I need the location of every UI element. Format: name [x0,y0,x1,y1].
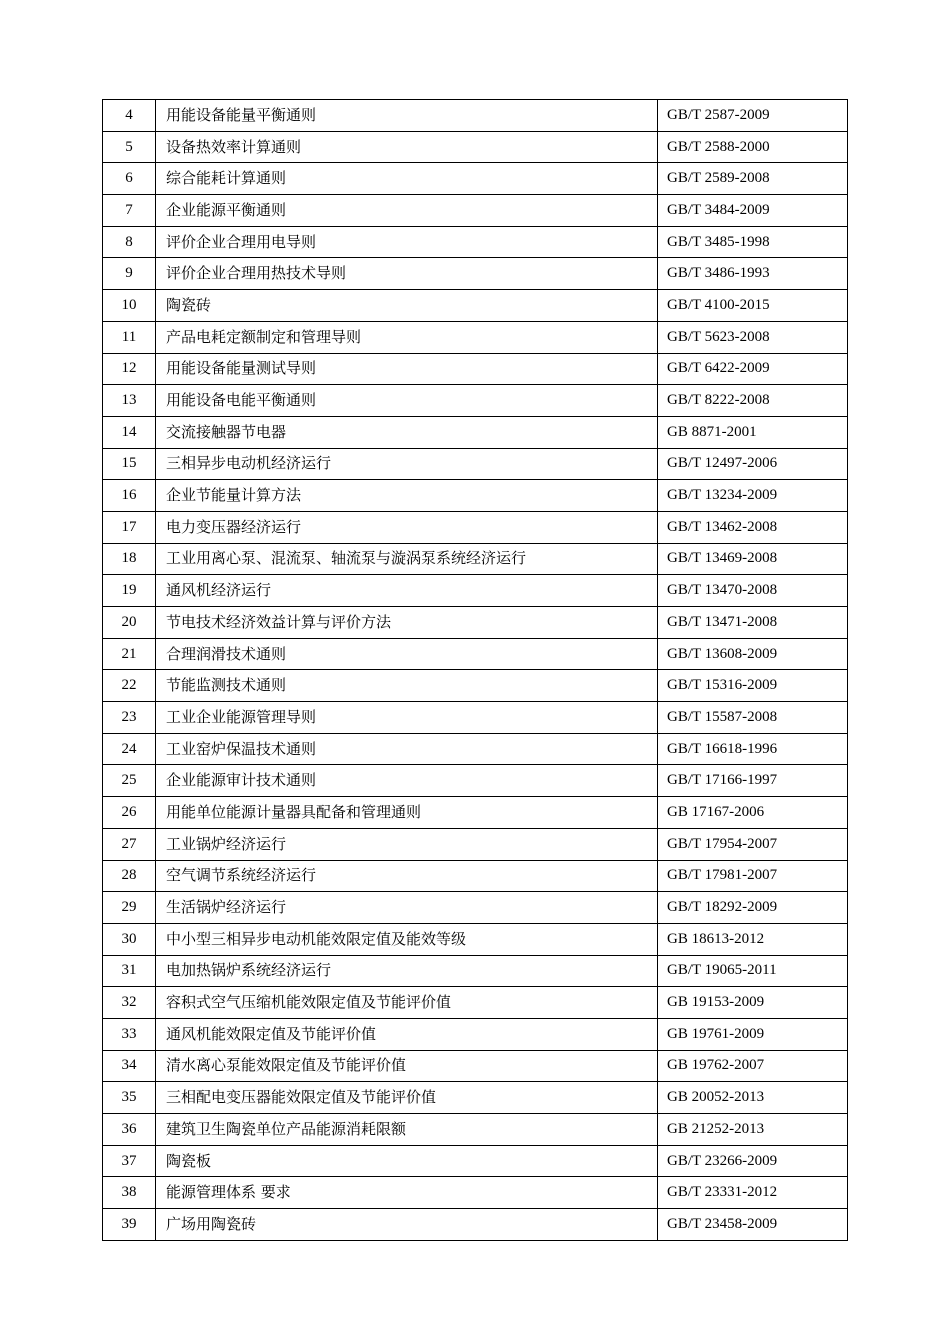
standard-code-cell: GB/T 17954-2007 [658,828,848,860]
standard-code-cell: GB/T 19065-2011 [658,955,848,987]
row-number-cell: 29 [103,892,156,924]
table-row [103,290,848,322]
table-row [103,923,848,955]
table-row [103,955,848,987]
standard-name-cell: 合理润滑技术通则 [156,638,658,670]
table-row [103,828,848,860]
row-number-cell: 24 [103,733,156,765]
table-row [103,195,848,227]
row-number-cell: 30 [103,923,156,955]
standard-name-cell: 产品电耗定额制定和管理导则 [156,321,658,353]
standard-code-cell: GB/T 5623-2008 [658,321,848,353]
table-row [103,131,848,163]
standard-code-cell: GB/T 13469-2008 [658,543,848,575]
standard-code-cell: GB/T 6422-2009 [658,353,848,385]
standard-name-cell: 三相配电变压器能效限定值及节能评价值 [156,1082,658,1114]
table-row [103,1177,848,1209]
row-number-cell: 32 [103,987,156,1019]
row-number-cell: 37 [103,1145,156,1177]
row-number-cell: 7 [103,195,156,227]
table-row [103,416,848,448]
standards-table [102,99,848,1241]
table-row [103,163,848,195]
standard-code-cell: GB 21252-2013 [658,1114,848,1146]
standard-code-cell: GB 17167-2006 [658,797,848,829]
row-number-cell: 9 [103,258,156,290]
row-number-cell: 34 [103,1050,156,1082]
row-number-cell: 25 [103,765,156,797]
standard-code-cell: GB/T 18292-2009 [658,892,848,924]
standard-name-cell: 陶瓷砖 [156,290,658,322]
standard-name-cell: 工业用离心泵、混流泵、轴流泵与漩涡泵系统经济运行 [156,543,658,575]
row-number-cell: 5 [103,131,156,163]
standard-code-cell: GB/T 13462-2008 [658,511,848,543]
standard-code-cell: GB/T 3485-1998 [658,226,848,258]
standard-name-cell: 清水离心泵能效限定值及节能评价值 [156,1050,658,1082]
row-number-cell: 20 [103,607,156,639]
table-row [103,1114,848,1146]
standard-code-cell: GB/T 13471-2008 [658,607,848,639]
standard-name-cell: 企业能源审计技术通则 [156,765,658,797]
standard-name-cell: 节能监测技术通则 [156,670,658,702]
table-row [103,1082,848,1114]
table-row [103,511,848,543]
standard-name-cell: 企业节能量计算方法 [156,480,658,512]
row-number-cell: 31 [103,955,156,987]
table-row [103,892,848,924]
standard-code-cell: GB/T 15587-2008 [658,702,848,734]
table-row [103,321,848,353]
standard-name-cell: 工业窑炉保温技术通则 [156,733,658,765]
standard-name-cell: 建筑卫生陶瓷单位产品能源消耗限额 [156,1114,658,1146]
standard-name-cell: 能源管理体系 要求 [156,1177,658,1209]
row-number-cell: 12 [103,353,156,385]
standards-table-body [103,100,848,1241]
standard-code-cell: GB/T 15316-2009 [658,670,848,702]
standard-code-cell: GB/T 12497-2006 [658,448,848,480]
standard-code-cell: GB/T 16618-1996 [658,733,848,765]
row-number-cell: 39 [103,1209,156,1241]
standard-name-cell: 生活锅炉经济运行 [156,892,658,924]
standard-code-cell: GB 19762-2007 [658,1050,848,1082]
table-row [103,258,848,290]
row-number-cell: 35 [103,1082,156,1114]
standard-code-cell: GB/T 23331-2012 [658,1177,848,1209]
standard-name-cell: 电力变压器经济运行 [156,511,658,543]
row-number-cell: 4 [103,100,156,132]
row-number-cell: 6 [103,163,156,195]
row-number-cell: 15 [103,448,156,480]
standard-code-cell: GB/T 2589-2008 [658,163,848,195]
standard-code-cell: GB/T 2587-2009 [658,100,848,132]
standard-name-cell: 企业能源平衡通则 [156,195,658,227]
standard-name-cell: 容积式空气压缩机能效限定值及节能评价值 [156,987,658,1019]
table-row [103,765,848,797]
standard-code-cell: GB/T 17981-2007 [658,860,848,892]
standard-name-cell: 空气调节系统经济运行 [156,860,658,892]
table-row [103,797,848,829]
standard-code-cell: GB/T 13234-2009 [658,480,848,512]
standard-name-cell: 评价企业合理用电导则 [156,226,658,258]
row-number-cell: 17 [103,511,156,543]
row-number-cell: 33 [103,1018,156,1050]
table-row [103,543,848,575]
standard-name-cell: 用能设备能量平衡通则 [156,100,658,132]
table-row [103,575,848,607]
standard-name-cell: 综合能耗计算通则 [156,163,658,195]
table-row [103,733,848,765]
table-row [103,448,848,480]
row-number-cell: 10 [103,290,156,322]
row-number-cell: 18 [103,543,156,575]
standard-name-cell: 通风机经济运行 [156,575,658,607]
standard-name-cell: 设备热效率计算通则 [156,131,658,163]
row-number-cell: 28 [103,860,156,892]
row-number-cell: 11 [103,321,156,353]
table-row [103,860,848,892]
standard-code-cell: GB 18613-2012 [658,923,848,955]
standard-code-cell: GB 19761-2009 [658,1018,848,1050]
standard-name-cell: 陶瓷板 [156,1145,658,1177]
standard-code-cell: GB/T 3486-1993 [658,258,848,290]
standard-name-cell: 用能设备电能平衡通则 [156,385,658,417]
row-number-cell: 22 [103,670,156,702]
standard-code-cell: GB/T 23266-2009 [658,1145,848,1177]
row-number-cell: 23 [103,702,156,734]
row-number-cell: 26 [103,797,156,829]
table-row [103,385,848,417]
table-row [103,480,848,512]
standard-name-cell: 节电技术经济效益计算与评价方法 [156,607,658,639]
standard-name-cell: 工业锅炉经济运行 [156,828,658,860]
table-row [103,607,848,639]
table-row [103,1050,848,1082]
row-number-cell: 14 [103,416,156,448]
standard-code-cell: GB 8871-2001 [658,416,848,448]
row-number-cell: 16 [103,480,156,512]
table-row [103,670,848,702]
table-row [103,100,848,132]
table-row [103,1145,848,1177]
standard-code-cell: GB/T 13470-2008 [658,575,848,607]
row-number-cell: 38 [103,1177,156,1209]
standard-code-cell: GB 19153-2009 [658,987,848,1019]
table-row [103,1018,848,1050]
standard-code-cell: GB/T 4100-2015 [658,290,848,322]
standard-name-cell: 工业企业能源管理导则 [156,702,658,734]
standard-code-cell: GB/T 23458-2009 [658,1209,848,1241]
table-row [103,353,848,385]
standard-name-cell: 通风机能效限定值及节能评价值 [156,1018,658,1050]
row-number-cell: 36 [103,1114,156,1146]
row-number-cell: 19 [103,575,156,607]
standard-name-cell: 电加热锅炉系统经济运行 [156,955,658,987]
standard-name-cell: 中小型三相异步电动机能效限定值及能效等级 [156,923,658,955]
standard-code-cell: GB/T 17166-1997 [658,765,848,797]
standard-name-cell: 用能设备能量测试导则 [156,353,658,385]
standard-name-cell: 交流接触器节电器 [156,416,658,448]
standard-code-cell: GB/T 2588-2000 [658,131,848,163]
table-row [103,1209,848,1241]
standard-name-cell: 评价企业合理用热技术导则 [156,258,658,290]
standard-code-cell: GB/T 3484-2009 [658,195,848,227]
row-number-cell: 27 [103,828,156,860]
standard-code-cell: GB 20052-2013 [658,1082,848,1114]
standard-name-cell: 广场用陶瓷砖 [156,1209,658,1241]
standard-name-cell: 三相异步电动机经济运行 [156,448,658,480]
table-row [103,702,848,734]
table-row [103,226,848,258]
row-number-cell: 13 [103,385,156,417]
standard-code-cell: GB/T 8222-2008 [658,385,848,417]
table-row [103,987,848,1019]
standard-name-cell: 用能单位能源计量器具配备和管理通则 [156,797,658,829]
standard-code-cell: GB/T 13608-2009 [658,638,848,670]
row-number-cell: 21 [103,638,156,670]
table-row [103,638,848,670]
row-number-cell: 8 [103,226,156,258]
